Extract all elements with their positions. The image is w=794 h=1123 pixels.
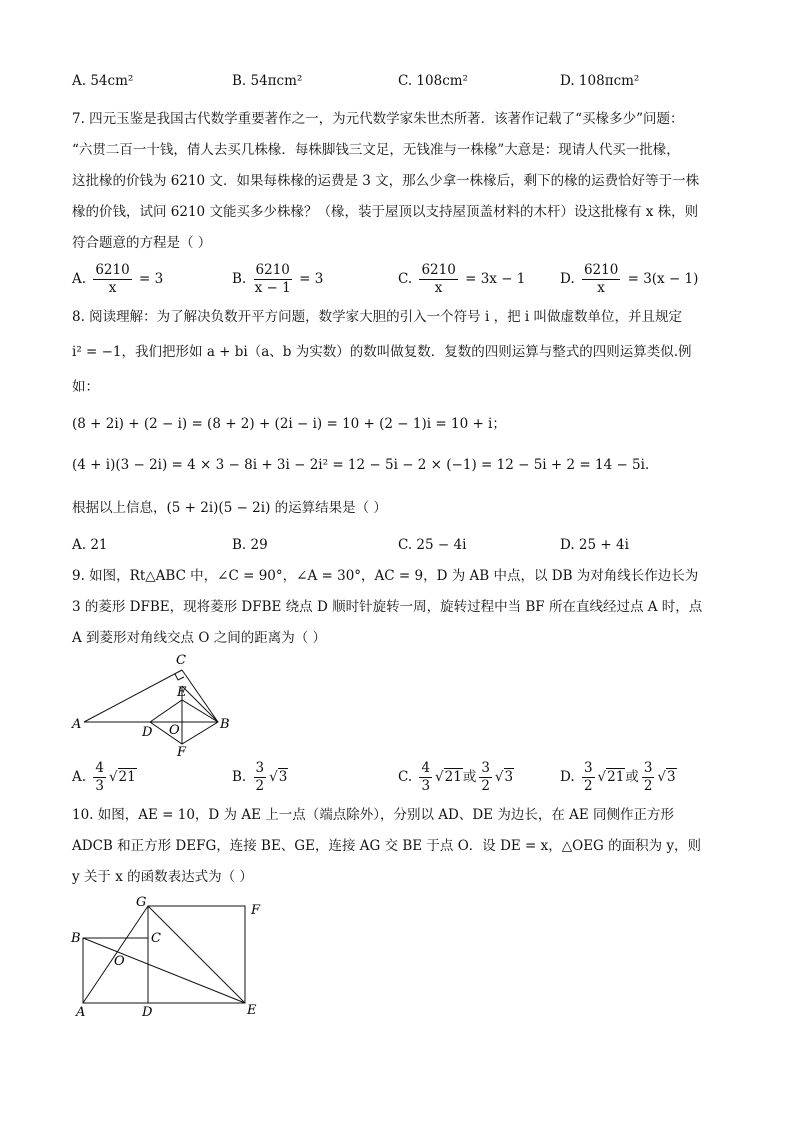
numerator: 6210 [95,262,130,278]
radicand: 3 [504,769,514,785]
label-o: O [169,723,180,738]
segment-be [83,938,245,1003]
denominator: 3 [421,778,431,794]
q9-option-a[interactable]: A. $\frac{4}{3}$ √21 [72,760,136,794]
q8-options [72,534,722,564]
fraction [582,760,595,795]
q9-option-b-label: B. [232,769,247,785]
denominator: 2 [643,778,653,794]
q7-option-c[interactable] [398,262,525,297]
q7-option-c-fraction [419,262,457,297]
q9-option-a-label: A. [72,769,87,785]
q7-line-3: 这批椽的价钱为 6210 文．如果每株椽的运费是 3 文，那么少拿一株椽后，剩下的椽的运费恰好等于一株 [72,173,700,189]
radicand: 3 [667,769,676,785]
numerator: 3 [255,760,265,776]
q8-option-c[interactable]: C. 25 − 4i [398,537,467,553]
segment-eb-upper [182,686,218,722]
q6-option-a[interactable]: A. 54cm² [72,73,134,89]
fraction [642,760,655,795]
numerator: 3 [481,760,490,776]
label-a: A [76,1005,86,1020]
label-d: D [142,725,153,740]
label-e: E [177,685,187,700]
q6-option-b[interactable]: B. 54πcm² [232,73,303,89]
q7-line-5: 符合题意的方程是（ ） [72,235,212,251]
q8-option-d[interactable]: D. 25 + 4i [560,537,629,553]
label-b: B [71,931,81,946]
q8-option-b[interactable]: B. 29 [232,537,268,553]
q7-option-b-label: B. [232,271,247,287]
q9-option-b[interactable]: B. $\frac{3}{2}$ √3 [232,760,288,794]
label-c: C [151,931,161,946]
q10-line-2: ADCB 和正方形 DEFG，连接 BE、GE，连接 AG 交 BE 于点 O．设 DE = x，△OEG 的面积为 y，则 [72,838,702,854]
label-o: O [114,954,125,969]
denominator: x [434,280,443,296]
label-g: G [136,895,147,910]
label-b: B [220,717,230,732]
denominator: 3 [95,778,104,794]
numerator: 6210 [255,262,290,278]
q9-line-1: 9. 如图，Rt△ABC 中，∠C = 90°，∠A = 30°，AC = 9，D 为 AB 中点，以 DB 为对角线长作边长为 [72,568,699,584]
radicand: 21 [607,769,625,785]
denominator: x [108,280,117,296]
q7-option-d-fraction [582,262,620,297]
q7-option-c-label: C. [398,271,413,287]
q7-option-b-rhs: = 3 [299,271,324,287]
q7-option-b[interactable] [232,262,323,297]
right-angle-mark [175,674,184,680]
numerator: 4 [421,760,431,776]
or-text: 或 [625,769,639,785]
q8-line-2: i² = −1，我们把形如 a + bi（a、b 为实数）的数叫做复数．复数的四则运算与整式的四则运算类似.例 [72,344,692,360]
q9-option-d[interactable]: D. $\frac{3}{2}$ √21或 $\frac{3}{2}$ √3 [560,760,676,794]
q9-options [72,760,722,800]
denominator: 2 [481,778,490,794]
q7-line-2: “六贯二百一十钱，倩人去买几株椽．每株脚钱三文足，无钱准与一株椽”大意是：现请人代买一批椽， [72,142,680,158]
denominator: 2 [583,778,593,794]
fraction [419,760,432,795]
q7-option-b-fraction [254,262,292,297]
q9-option-c-label: C. [398,769,413,785]
q9-figure [70,650,240,760]
segment-cb [182,670,218,722]
q6-option-d[interactable]: D. 108πcm² [560,73,640,89]
label-c: C [176,653,186,668]
q9-option-c[interactable]: C. $\frac{4}{3}$ √21或 $\frac{3}{2}$ √3 [398,760,514,794]
denominator: x [597,280,605,296]
q9-line-2: 3 的菱形 DFBE，现将菱形 DFBE 绕点 D 顺时针旋转一周，旋转过程中当 BF 所在直线经过点 A 时，点 [72,599,703,615]
q7-option-d[interactable] [560,262,698,297]
denominator: 2 [255,778,265,794]
fraction [254,760,267,795]
q8-line-3: 如： [72,379,99,395]
label-d: D [142,1005,153,1020]
q7-option-a-label: A. [72,271,87,287]
segment-ge [148,906,245,1003]
radicand: 21 [444,769,462,785]
q10-line-3: y 关于 x 的函数表达式为（ ） [72,869,253,885]
numerator: 4 [95,760,104,776]
q9-line-3: A 到菱形对角线交点 O 之间的距离为（ ） [72,630,326,646]
numerator: 6210 [421,262,456,278]
q7-option-c-rhs: = 3x − 1 [465,271,526,287]
label-e: E [247,1003,257,1018]
q7-option-d-rhs: = 3(x − 1) [627,271,699,287]
q6-option-c[interactable]: C. 108cm² [398,73,468,89]
q8-line-4: (8 + 2i) + (2 − i) = (8 + 2) + (2i − i) = 10 + (2 − 1)i = 10 + i； [72,416,506,432]
q7-option-a-fraction [93,262,131,297]
numerator: 3 [643,760,653,776]
square-adcb [83,938,148,1003]
q7-option-d-label: D. [560,271,575,287]
q8-line-6: 根据以上信息，(5 + 2i)(5 − 2i) 的运算结果是（ ） [72,500,387,516]
denominator: x − 1 [254,280,291,296]
label-f: F [177,745,187,760]
q8-line-1: 8. 阅读理解：为了解决负数开平方问题，数学家大胆的引入一个符号 i ，把 i 叫做虚数单位，并且规定 [72,309,682,325]
radicand: 21 [118,769,136,785]
q7-options [72,262,722,302]
numerator: 3 [583,760,593,776]
q10-line-1: 10. 如图，AE = 10，D 为 AE 上一点（端点除外），分别以 AD、DE 为边长，在 AE 同侧作正方形 [72,807,675,823]
numerator: 6210 [583,262,619,278]
q9-option-d-label: D. [560,769,575,785]
or-text: 或 [462,769,477,785]
label-a: A [72,717,82,732]
q7-line-4: 椽的价钱，试问 6210 文能买多少株椽？（椽，装于屋顶以支持屋顶盖材料的木杆）设这批椽有 x 株，则 [72,204,699,220]
radicand: 3 [278,769,288,785]
q8-line-5: (4 + i)(3 − 2i) = 4 × 3 − 8i + 3i − 2i² = 12 − 5i − 2 × (−1) = 12 − 5i + 2 = 14 − 5i． [72,457,659,473]
q8-option-a[interactable]: A. 21 [72,537,108,553]
fraction [479,760,492,795]
q7-line-1: 7. 四元玉鉴是我国古代数学重要著作之一，为元代数学家朱世杰所著．该著作记载了“买椽多少”问题： [72,111,684,127]
q10-figure [70,890,270,1020]
q7-option-a-rhs: = 3 [139,271,164,287]
label-f: F [251,903,261,918]
q6-options [72,70,722,100]
fraction [93,760,106,795]
q7-option-a[interactable] [72,262,163,297]
segment-ac [84,670,182,722]
